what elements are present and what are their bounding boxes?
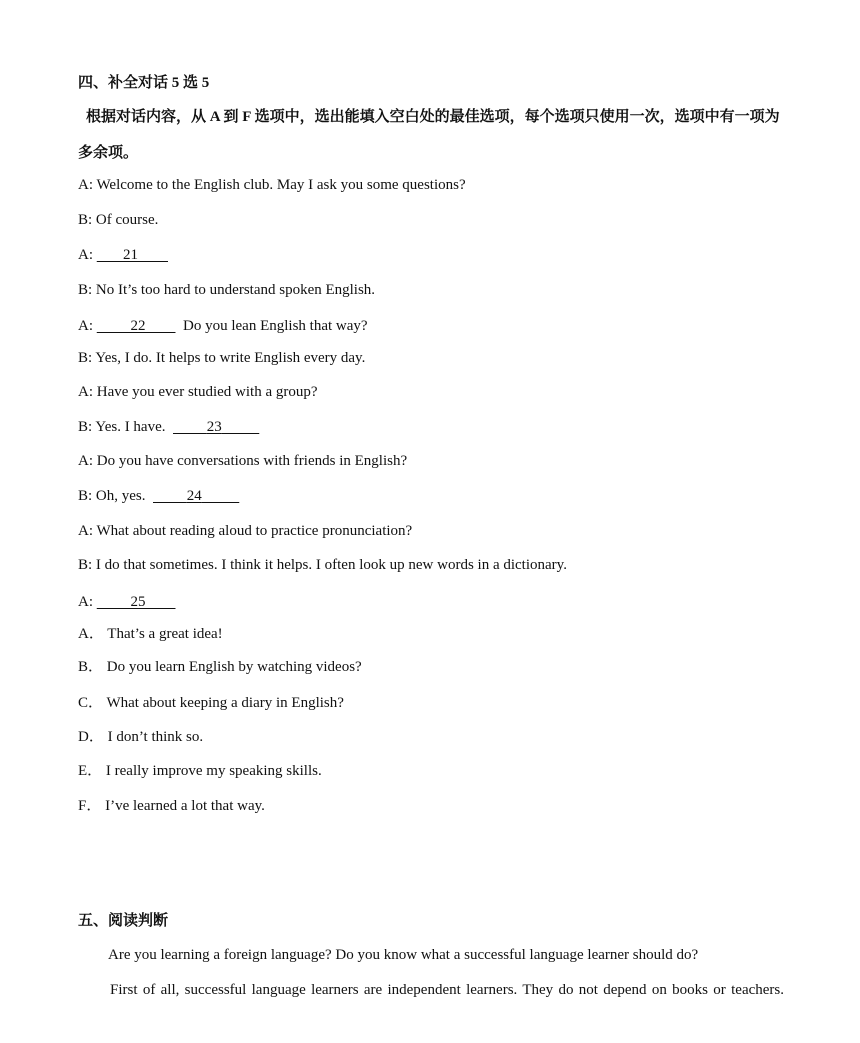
dialogue-text: B: Oh, yes. bbox=[78, 488, 146, 504]
dialogue-line: B: Yes, I do. It helps to write English every day. bbox=[78, 350, 366, 366]
dialogue-line-blank-22 bbox=[78, 316, 368, 336]
blank-21: 21 bbox=[123, 247, 138, 263]
blank-24: 24 bbox=[186, 488, 202, 504]
option-f: F． I’ve learned a lot that way. bbox=[78, 798, 265, 814]
option-d: D． I don’t think so. bbox=[78, 729, 204, 745]
section-4-heading: 四、补全对话 5 选 5 bbox=[78, 75, 210, 91]
dialogue-text: Do you lean English that way? bbox=[183, 318, 368, 334]
blank-25: 25 bbox=[130, 594, 146, 610]
option-c: C． What about keeping a diary in English? bbox=[78, 695, 344, 711]
option-a: A． That’s a great idea! bbox=[78, 626, 223, 642]
dialogue-line-blank-25 bbox=[78, 592, 176, 612]
blank-22: 22 bbox=[130, 318, 146, 334]
dialogue-line: A: Welcome to the English club. May I ask you some questions? bbox=[78, 177, 466, 193]
blank-23: 23 bbox=[206, 419, 222, 435]
dialogue-line-blank-21 bbox=[78, 245, 168, 265]
dialogue-line: A: Do you have conversations with friends in English? bbox=[78, 453, 408, 469]
paragraph-1: Are you learning a foreign language? Do you know what a successful language learner should do? bbox=[108, 947, 699, 963]
speaker-label: A: bbox=[78, 594, 93, 610]
speaker-label: A: bbox=[78, 247, 93, 263]
dialogue-line: A: What about reading aloud to practice pronunciation? bbox=[78, 523, 413, 539]
speaker-label: A: bbox=[78, 318, 93, 334]
dialogue-line: A: Have you ever studied with a group? bbox=[78, 384, 318, 400]
section-5-heading: 五、阅读判断 bbox=[78, 913, 169, 929]
dialogue-text: B: Yes. I have. bbox=[78, 419, 166, 435]
instruction-line-1: 根据对话内容，从 A 到 F 选项中，选出能填入空白处的最佳选项，每个选项只使用一次，选项中有一项为 bbox=[86, 109, 780, 125]
dialogue-line: B: Of course. bbox=[78, 212, 159, 228]
paragraph-2: First of all, successful language learners are independent learners. They do not depend on books or teachers. bbox=[110, 982, 784, 998]
dialogue-line-blank-23 bbox=[78, 417, 259, 437]
dialogue-line-blank-24 bbox=[78, 486, 239, 506]
dialogue-line: B: I do that sometimes. I think it helps. I often look up new words in a dictionary. bbox=[78, 557, 567, 573]
instruction-line-2: 多余项。 bbox=[78, 145, 139, 161]
option-b: B． Do you learn English by watching videos? bbox=[78, 659, 362, 675]
dialogue-line: B: No It’s too hard to understand spoken English. bbox=[78, 282, 376, 298]
option-e: E． I really improve my speaking skills. bbox=[78, 763, 322, 779]
